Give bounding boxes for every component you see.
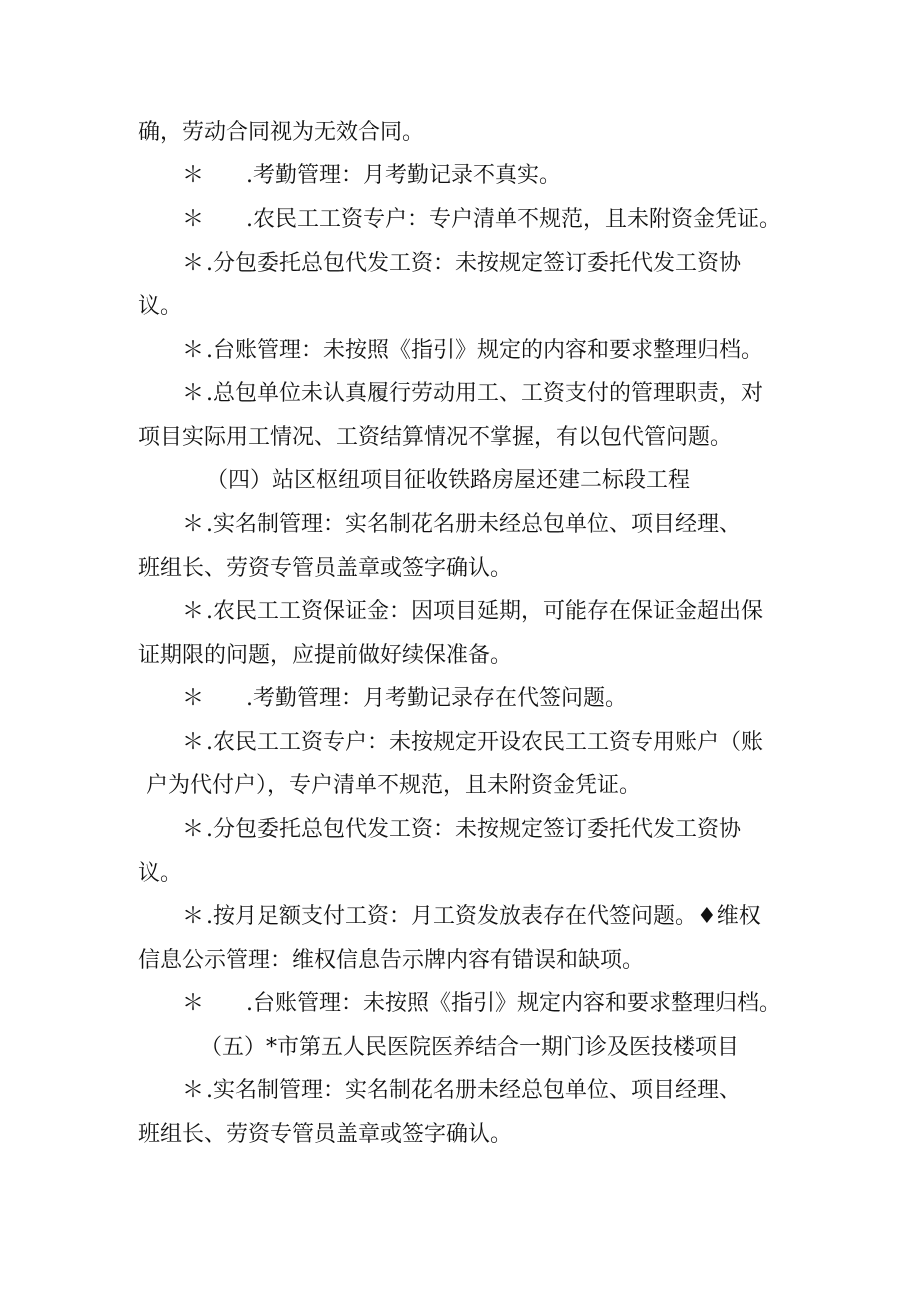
text-run: 议。 [138,294,183,319]
text-run: .实名制管理：实名制花名册未经总包单位、项目经理、 [206,512,741,537]
text-run: 项目实际用工情况、工资结算情况不掌握，有以包代管问题。 [138,425,733,450]
text-run: .农民工工资专户：专户清单不规范，且未附资金凭证。 [246,207,781,232]
text-run: .实名制管理：实名制花名册未经总包单位、项目经理、 [206,1078,741,1103]
bullet-star: ＊ [182,904,205,929]
text-run: .考勤管理：月考勤记录不真实。 [246,163,561,188]
text-run: 议。 [138,861,183,886]
text-run: 信息公示管理：维权信息告示牌内容有错误和缺项。 [138,948,645,973]
bullet-star: ＊ [182,381,205,406]
bullet-star: ＊ [182,163,205,188]
bullet-star: ＊ [182,599,205,624]
text-run: .总包单位未认真履行劳动用工、工资支付的管理职责，对 [206,381,763,406]
text-run: 班组长、劳资专管员盖章或签字确认。 [138,556,513,581]
text-run: 户为代付户），专户清单不规范，且未附资金凭证。 [146,773,642,798]
bullet-star: ＊ [182,991,205,1016]
bullet-star: ＊ [182,251,205,276]
text-run: 确，劳动合同视为无效合同。 [138,120,425,145]
text-run: .农民工工资保证金：因项目延期，可能存在保证金超出保 [206,599,763,624]
bullet-star: ＊ [182,1078,205,1103]
text-run: .农民工工资专户：未按规定开设农民工工资专用账户（账 [206,730,763,755]
bullet-star: ＊ [182,207,205,232]
bullet-star: ＊ [182,338,205,363]
text-run: .按月足额支付工资：月工资发放表存在代签问题。♦维权 [206,904,761,929]
text-run: .台账管理：未按照《指引》规定内容和要求整理归档。 [246,991,781,1016]
text-run: 班组长、劳资专管员盖章或签字确认。 [138,1122,513,1147]
bullet-star: ＊ [182,817,205,842]
text-run: .台账管理：未按照《指引》规定的内容和要求整理归档。 [206,338,763,363]
heading-text: （五）*市第五人民医院医养结合一期门诊及医技楼项目 [200,1035,740,1060]
bullet-star: ＊ [182,512,205,537]
text-run: .考勤管理：月考勤记录存在代签问题。 [246,686,627,711]
bullet-star: ＊ [182,686,205,711]
text-run: 证期限的问题，应提前做好续保准备。 [138,643,513,668]
bullet-star: ＊ [182,730,205,755]
heading-text: （四）站区枢纽项目征收铁路房屋还建二标段工程 [206,468,691,493]
text-run: .分包委托总包代发工资：未按规定签订委托代发工资协 [206,251,741,276]
text-run: .分包委托总包代发工资：未按规定签订委托代发工资协 [206,817,741,842]
